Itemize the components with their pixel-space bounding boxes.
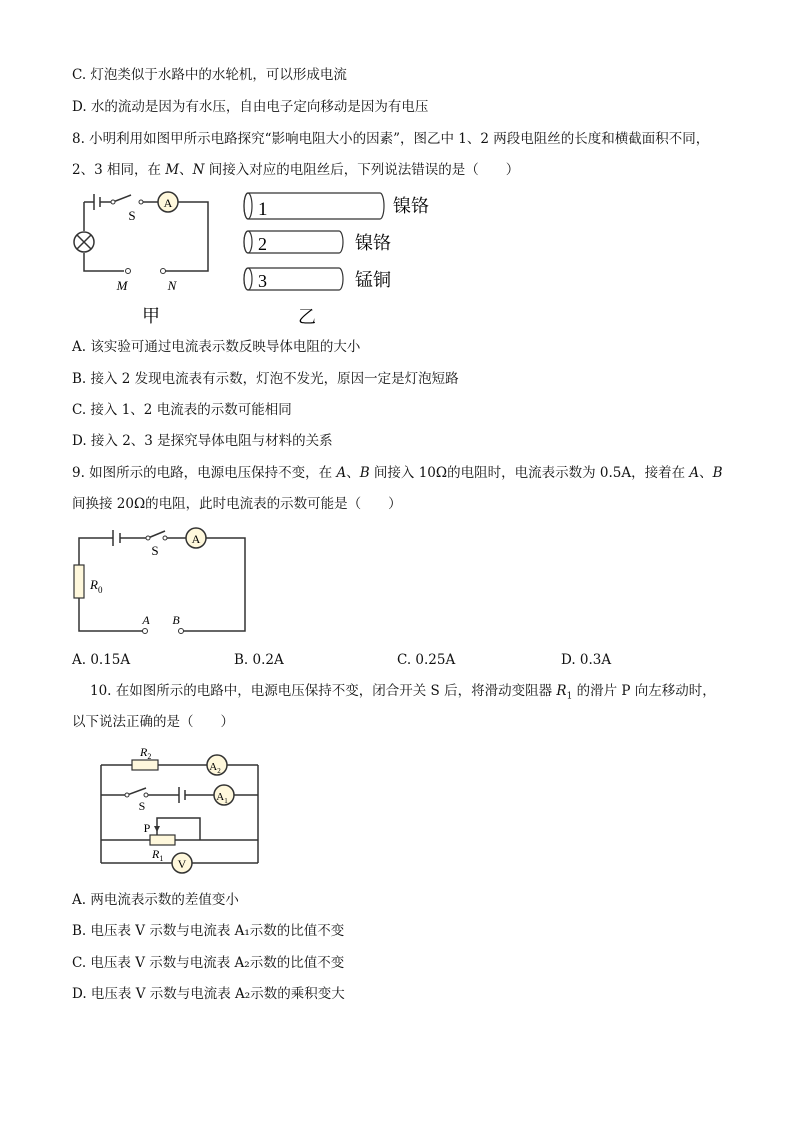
rheostat-r1	[150, 835, 175, 845]
ammeter-label: A	[191, 532, 201, 546]
q8-stem-line1: 8. 小明利用如图甲所示电路探究“影响电阻大小的因素”，图乙中 1、2 两段电阻丝的长度和横截面积不同，	[72, 131, 710, 147]
ammeter-label: A	[163, 196, 173, 210]
point-b: B	[172, 613, 180, 627]
q10-option-b: B. 电压表 V 示数与电流表 A₁示数的比值不变	[72, 923, 345, 939]
q7-option-c: C. 灯泡类似于水路中的水轮机，可以形成电流	[72, 67, 347, 83]
slider-arrow-icon	[154, 826, 160, 832]
q8-option-d: D. 接入 2、3 是探究导体电阻与材料的关系	[72, 433, 333, 449]
svg-text:1: 1	[258, 199, 268, 220]
q9-option-d: D. 0.3A	[561, 652, 612, 668]
a2-label: $A_2$	[209, 761, 221, 775]
q8-option-a: A. 该实验可通过电流表示数反映导体电阻的大小	[72, 339, 361, 355]
switch-label: S	[138, 799, 146, 813]
q9-stem-line2: 间换接 20Ω的电阻，此时电流表的示数可能是（ ）	[72, 496, 402, 512]
switch-label: S	[128, 208, 136, 223]
q10-stem-line1: 10. 在如图所示的电路中，电源电压保持不变，闭合开关 S 后，将滑动变阻器 $R_1$ 的滑片 P 向左移动时，	[90, 683, 716, 702]
q10-stem-line2: 以下说法正确的是（ ）	[72, 714, 234, 730]
point-a: A	[142, 613, 150, 627]
switch-label: S	[151, 543, 159, 558]
q10-option-c: C. 电压表 V 示数与电流表 A₂示数的比值不变	[72, 955, 345, 971]
resistor-r2	[132, 760, 158, 770]
point-n: N	[167, 278, 177, 293]
q9-stem-line1: 9. 如图所示的电路，电源电压保持不变，在 A、B 间接入 10Ω的电阻时，电流表示数为 0.5A，接着在 A、B	[72, 465, 723, 481]
r2-label: $R_2$	[140, 745, 152, 761]
wire-2-material: 镍铬	[355, 233, 391, 253]
slider-label: P	[143, 821, 151, 835]
svg-text:3: 3	[258, 271, 267, 291]
caption-jia: 甲	[142, 306, 160, 326]
q9-option-b: B. 0.2A	[234, 652, 284, 668]
svg-text:2: 2	[258, 234, 267, 254]
a1-label: $A_1$	[216, 791, 228, 805]
r1-label: $R_1$	[152, 847, 164, 863]
q7-option-d: D. 水的流动是因为有水压，自由电子定向移动是因为有电压	[72, 99, 429, 115]
q10-option-a: A. 两电流表示数的差值变小	[72, 892, 239, 908]
q9-option-a: A. 0.15A	[72, 652, 131, 668]
q8-stem-line2: 2、3 相同，在 M、N 间接入对应的电阻丝后，下列说法错误的是（ ）	[72, 162, 520, 178]
wire-3-material: 锰铜	[355, 270, 391, 290]
wire-1-material: 镍铬	[393, 196, 429, 216]
point-m: M	[116, 278, 128, 293]
q10-option-d: D. 电压表 V 示数与电流表 A₂示数的乘积变大	[72, 986, 345, 1002]
voltmeter-label: V	[177, 857, 187, 871]
resistor-label: $R_0$	[90, 577, 103, 595]
q8-option-b: B. 接入 2 发现电流表有示数，灯泡不发光，原因一定是灯泡短路	[72, 371, 459, 387]
q9-option-c: C. 0.25A	[397, 652, 456, 668]
caption-yi: 乙	[298, 307, 316, 327]
q8-option-c: C. 接入 1、2 电流表的示数可能相同	[72, 402, 292, 418]
